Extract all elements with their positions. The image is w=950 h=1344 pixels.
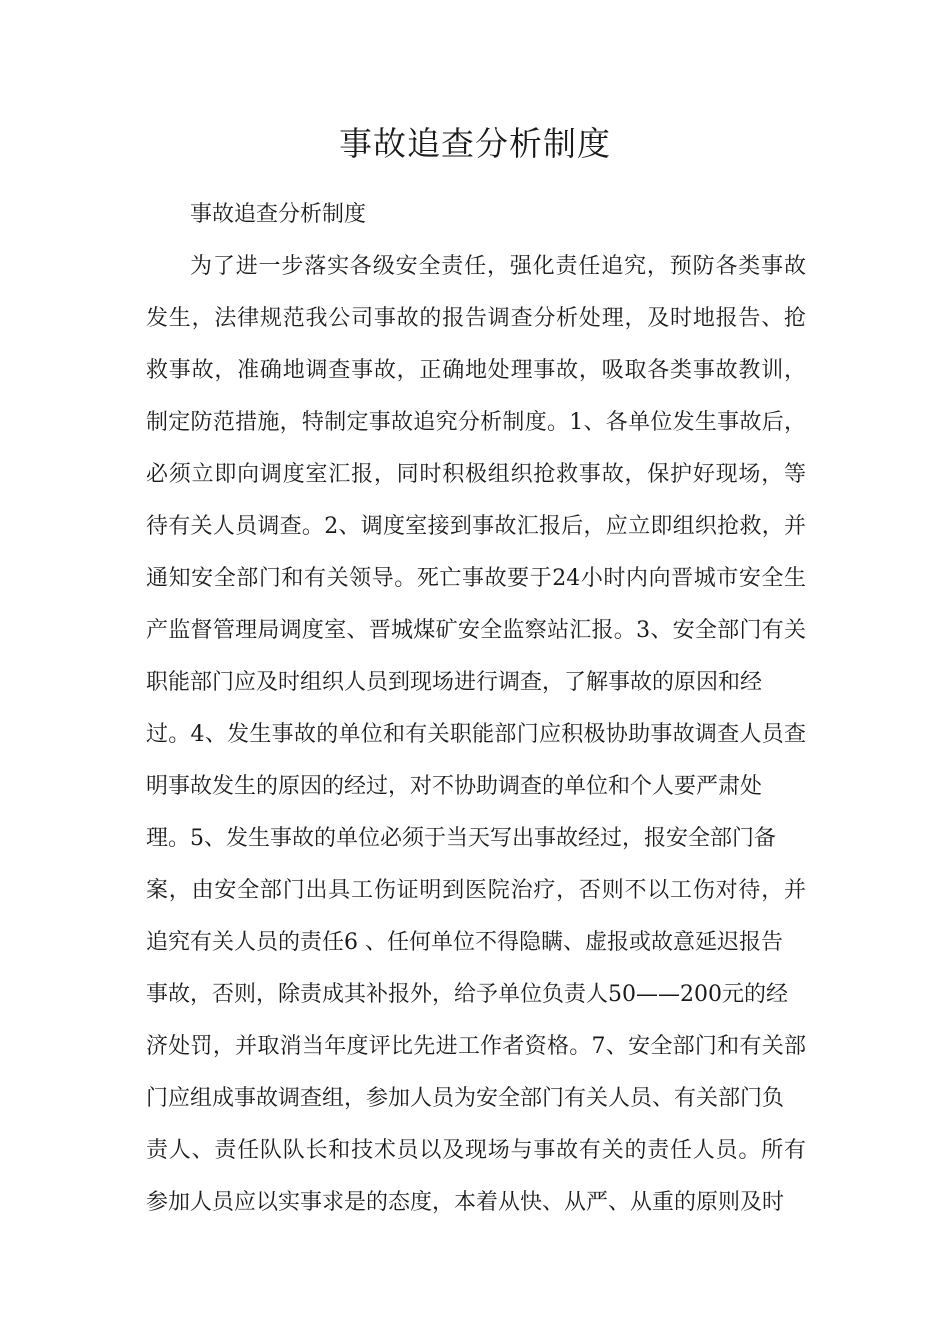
body-line: 追究有关人员的责任6 、任何单位不得隐瞒、虚报或故意延迟报告: [146, 930, 783, 955]
body-line: 通知安全部门和有关领导。死亡事故要于24小时内向晋城市安全生: [146, 566, 806, 591]
body-line: 救事故，准确地调查事故，正确地处理事故，吸取各类事故教训，: [146, 358, 806, 383]
body-line: 门应组成事故调查组，参加人员为安全部门有关人员、有关部门负: [146, 1086, 785, 1111]
body-line: 参加人员应以实事求是的态度，本着从快、从严、从重的原则及时: [146, 1190, 785, 1215]
body-line: 为了进一步落实各级安全责任，强化责任追究，预防各类事故: [190, 254, 806, 279]
document-body: [146, 249, 826, 1237]
body-line: 济处罚，并取消当年度评比先进工作者资格。7、安全部门和有关部: [146, 1034, 806, 1059]
body-line: 案，由安全部门出具工伤证明到医院治疗，否则不以工伤对待，并: [146, 878, 806, 903]
body-line: 事故，否则，除责成其补报外，给予单位负责人50——200元的经: [146, 982, 788, 1007]
body-line: 过。4、发生事故的单位和有关职能部门应积极协助事故调查人员查: [146, 722, 806, 747]
body-line: 发生，法律规范我公司事故的报告调查分析处理，及时地报告、抢: [146, 306, 806, 331]
document-title: 事故追查分析制度: [339, 124, 611, 163]
body-line: 责人、责任队队长和技术员以及现场与事故有关的责任人员。所有: [146, 1138, 806, 1163]
body-line: 职能部门应及时组织人员到现场进行调查，了解事故的原因和经: [146, 670, 763, 695]
body-line: 产监督管理局调度室、晋城煤矿安全监察站汇报。3、安全部门有关: [146, 618, 806, 643]
body-line: 明事故发生的原因的经过，对不协助调查的单位和个人要严肃处: [146, 774, 763, 799]
body-line: 必须立即向调度室汇报，同时积极组织抢救事故，保护好现场，等: [146, 462, 806, 487]
body-line: 理。5、发生事故的单位必须于当天写出事故经过，报安全部门备: [146, 826, 776, 851]
body-line: 制定防范措施，特制定事故追究分析制度。1、各单位发生事故后，: [146, 410, 806, 435]
document-subheading: 事故追查分析制度: [190, 202, 367, 227]
body-line: 待有关人员调查。2、调度室接到事故汇报后，应立即组织抢救，并: [146, 514, 806, 539]
